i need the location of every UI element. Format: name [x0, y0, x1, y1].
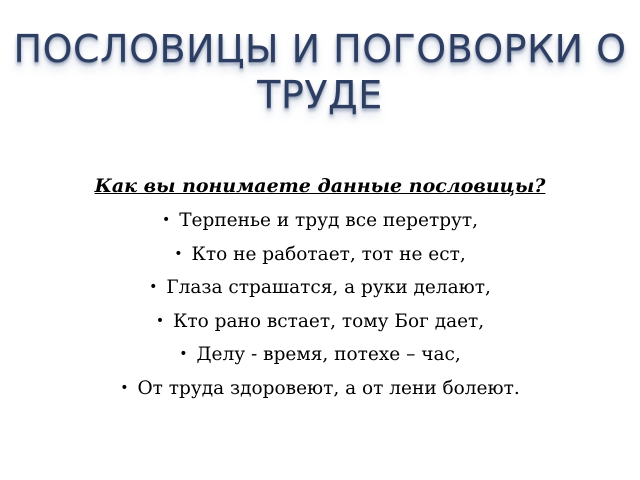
slide-title-line-2: ТРУДЕ	[257, 73, 383, 117]
proverb-text: Терпенье и труд все перетрут,	[179, 210, 479, 231]
proverb-text: Кто не работает, тот не ест,	[191, 243, 466, 265]
bullet-icon: •	[149, 279, 158, 295]
bullet-icon: •	[161, 212, 171, 228]
proverb-item	[0, 271, 640, 305]
question-subtitle: Как вы понимаете данные пословицы?	[94, 175, 546, 197]
bullet-icon: •	[179, 346, 188, 362]
proverb-item	[0, 238, 640, 272]
bullet-icon: •	[155, 312, 165, 329]
slide-title-line-1: ПОСЛОВИЦЫ И ПОГОВОРКИ О	[13, 27, 627, 71]
proverb-text: От труда здоровеют, а от лени болеют.	[137, 377, 520, 399]
slide-content	[0, 172, 640, 405]
proverb-list	[0, 204, 640, 405]
proverb-text: Делу - время, потехе – час,	[196, 344, 461, 365]
proverb-item	[0, 372, 640, 406]
bullet-icon: •	[174, 245, 183, 262]
bullet-icon: •	[120, 379, 129, 396]
proverb-item	[0, 305, 640, 339]
slide-title	[0, 26, 640, 118]
proverb-text: Кто рано встает, тому Бог дает,	[173, 310, 485, 332]
proverb-item	[0, 204, 640, 238]
proverb-text: Глаза страшатся, а руки делают,	[166, 277, 491, 298]
proverb-item	[0, 338, 640, 372]
